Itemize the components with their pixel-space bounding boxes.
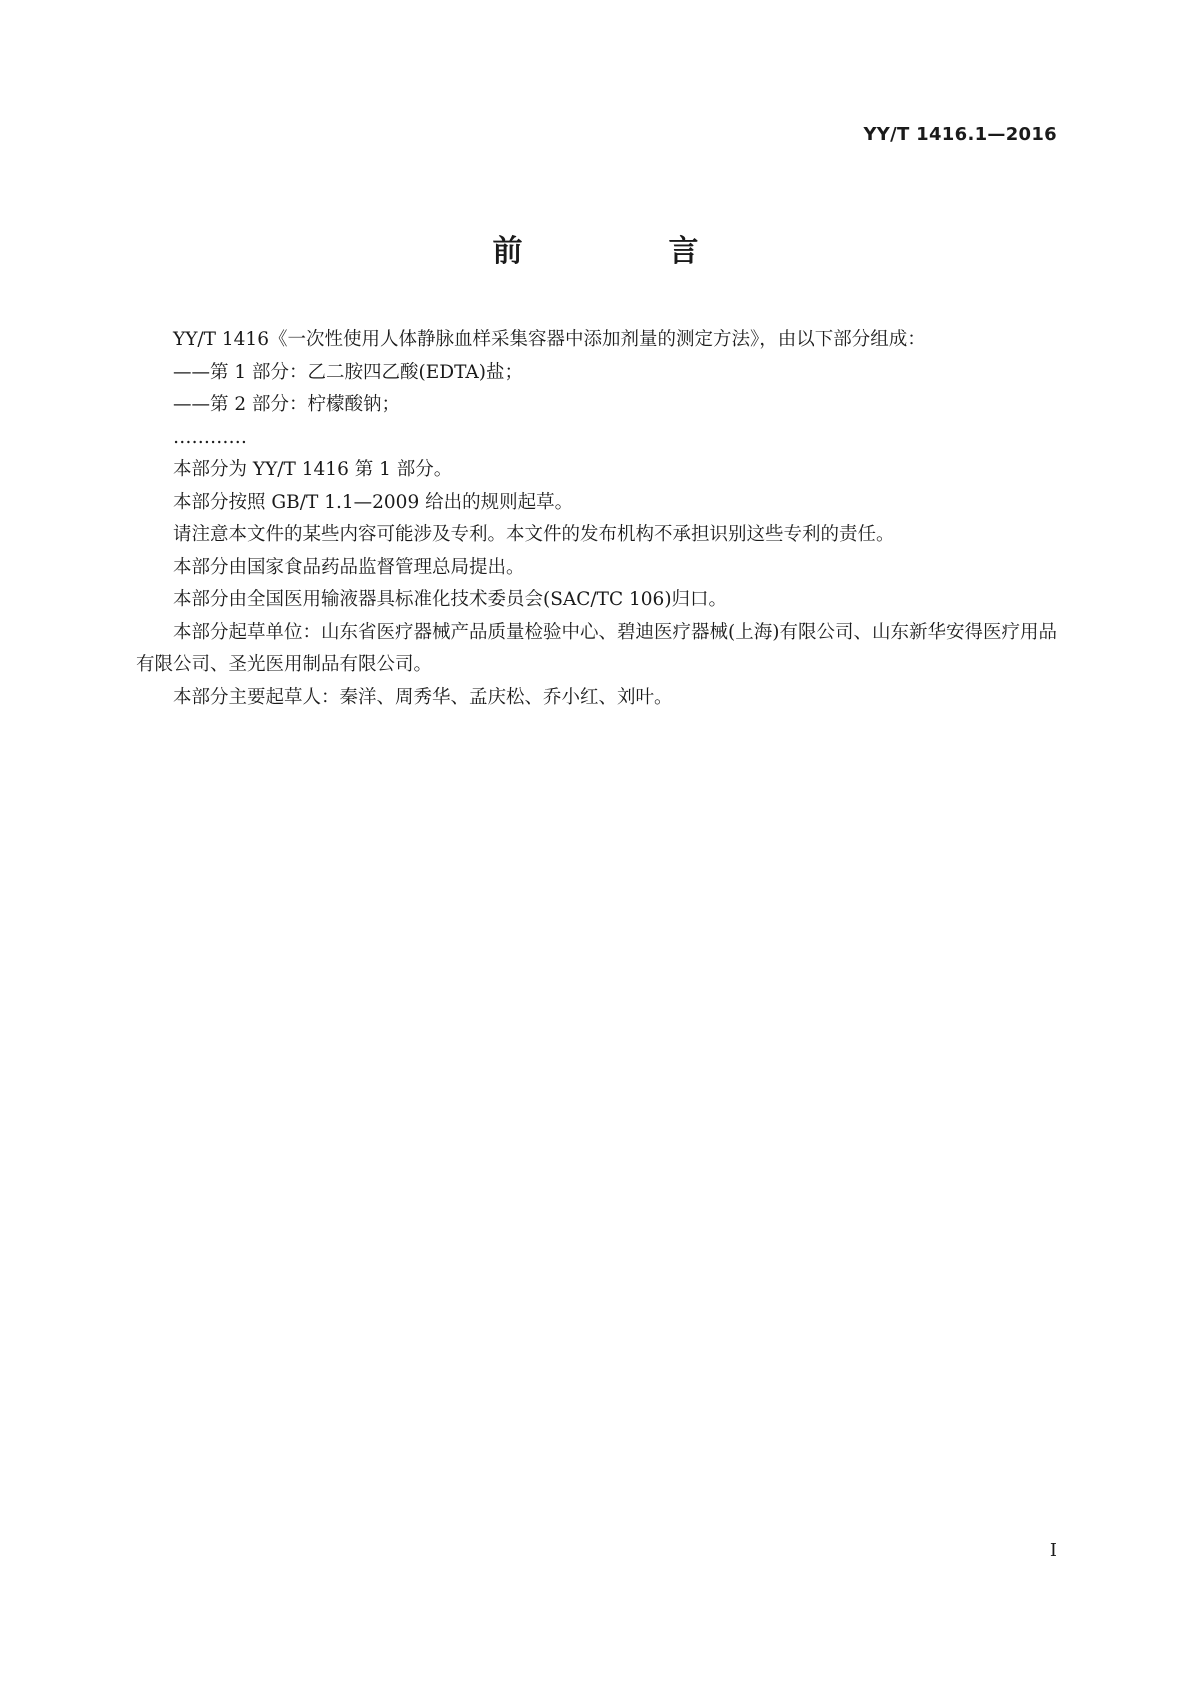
- paragraph-proposed-by: 本部分由国家食品药品监督管理总局提出。: [173, 556, 525, 578]
- paragraph-drafting-rules: 本部分按照 GB/T 1.1—2009 给出的规则起草。: [173, 491, 574, 513]
- page-title: 前 言: [492, 234, 757, 269]
- paragraph-patent-notice: 请注意本文件的某些内容可能涉及专利。本文件的发布机构不承担识别这些专利的责任。: [173, 524, 895, 545]
- list-item-part-1: ——第 1 部分：乙二胺四乙酸(EDTA)盐；: [173, 361, 523, 383]
- paragraph-part-statement: 本部分为 YY/T 1416 第 1 部分。: [173, 459, 453, 480]
- paragraph-drafters: 本部分主要起草人：秦洋、周秀华、孟庆松、乔小红、刘叶。: [173, 686, 673, 708]
- foreword-body: [136, 324, 1058, 714]
- page-number: I: [1049, 1540, 1057, 1561]
- standard-code: YY/T 1416.1—2016: [863, 124, 1057, 145]
- paragraph-series-intro: YY/T 1416《一次性使用人体静脉血样采集容器中添加剂量的测定方法》，由以下部分组成：: [173, 329, 926, 350]
- paragraph-technical-committee: 本部分由全国医用输液器具标准化技术委员会(SAC/TC 106)归口。: [173, 589, 728, 610]
- list-ellipsis: …………: [173, 426, 247, 448]
- list-item-part-2: ——第 2 部分：柠檬酸钠；: [173, 394, 401, 415]
- paragraph-drafting-units: 本部分起草单位：山东省医疗器械产品质量检验中心、碧迪医疗器械(上海)有限公司、山东新华安得医疗用品有限公司、圣光医用制品有限公司。: [136, 621, 1057, 675]
